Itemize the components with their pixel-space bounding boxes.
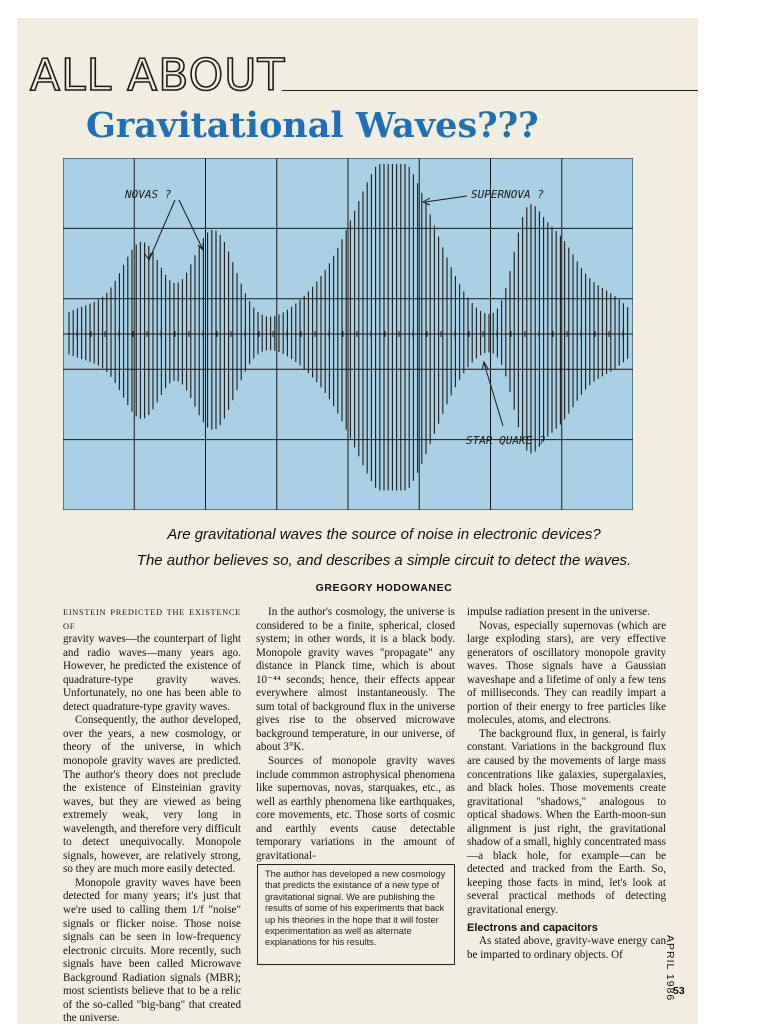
kicker-all-about: ALL ABOUT bbox=[30, 50, 286, 101]
waveform-illustration bbox=[63, 158, 633, 510]
oscilloscope-figure bbox=[63, 158, 633, 510]
issue-date: APRIL 1986 bbox=[664, 935, 676, 1002]
col1-paragraph-2: Consequently, the author developed, over the years, a new cosmology, or theory of the universe, in which monopole gravity waves are predicted. The author's theory does not preclude the existence of Einsteinian gravity waves, but they are viewed as being extremely weak, very long in wavelength, and therefore very difficult to detect unequivocally. Monopole signals, however, are relatively strong, so they are much more easily detected. bbox=[63, 714, 241, 876]
col2-paragraph-1: In the author's cosmology, the universe is considered to be a finite, spherical, closed system; in other words, it is a black body. Monopole gravity waves "propagate" any distance in Planck time, which is about 10⁻⁴⁴ seconds; hence, their effects appear everywhere almost instantaneously. The sum total of background flux in the universe gives rise to the observed microwave background temperature, in our universe, of about 3°K. bbox=[256, 606, 455, 754]
arrow-supernova bbox=[425, 196, 467, 202]
header-rule bbox=[282, 90, 698, 91]
col3-paragraph-3: The background flux, in general, is fairly constant. Variations in the background flux are caused by the movements of large mass concentrations like galaxies, supergalaxies, and black holes. Those movements create gravitational "shadows," analogous to optical shadows. When the Earth-moon-sun alignment is just right, the gravitational shadow of a small, highly concentrated mass—a black hole, for example—can be detected and tracked from the Earth. So, keeping those facts in mind, let's look at several practical methods of detecting gravitational energy. bbox=[467, 727, 666, 917]
lead-in: EINSTEIN PREDICTED THE EXISTENCE OF bbox=[63, 608, 241, 631]
col3-paragraph-4: As stated above, gravity-wave energy can be imparted to ordinary objects. Of bbox=[467, 935, 666, 961]
column-1 bbox=[63, 606, 241, 1026]
editor-note-box: The author has developed a new cosmology that predicts the existance of a new type of gravitational signal. We are publishing the results of some of his experiments that back up his theories in the hope that it will foster experimentation as well as alternate explanations for his results. bbox=[257, 864, 455, 965]
annotation-novas: NOVAS ? bbox=[125, 188, 172, 201]
deck-line-1: Are gravitational waves the source of noise in electronic devices? bbox=[167, 526, 601, 543]
deck-line-2: The author believes so, and describes a simple circuit to detect the waves. bbox=[136, 552, 632, 569]
annotation-star-quake: STAR QUAKE ? bbox=[466, 434, 546, 447]
article-title: Gravitational Waves??? bbox=[86, 105, 539, 146]
page-number: 53 bbox=[673, 985, 685, 997]
col2-paragraph-2: Sources of monopole gravity waves include commmon astrophysical phenomena like supernovas, novas, starquakes, etc., as well as earthly phenomena like earthquakes, core movements, etc. Those sorts of cosmic and earthly events cause detectable temporary variations in the amount of gravitational- bbox=[256, 755, 455, 862]
arrow-star-quake bbox=[484, 363, 503, 426]
arrow-novas-right bbox=[179, 200, 203, 250]
col1-paragraph-3: Monopole gravity waves have been detected for many years; it's just that we're used to calling them 1/f "noise" signals or flicker noise. Those noise signals can be seen in low-frequency electronic circuits. More recently, such signals have been called Microwave Background Radiation signals (MBR); most scientists believe that to be a relic of the so-called "big-bang" that created the universe. bbox=[63, 876, 241, 1025]
annotation-supernova: SUPERNOVA ? bbox=[471, 188, 544, 201]
subhead-electrons-capacitors: Electrons and capacitors bbox=[467, 921, 598, 934]
col3-paragraph-2: Novas, especially supernovas (which are large exploding stars), are very effective generators of oscillatory monopole gravity waves. Those signals have a Gaussian waveshape and a lifetime of only a few tens of milliseconds. They can readily impart a portion of their energy to free particles like molecules, atoms, and electrons. bbox=[467, 619, 666, 727]
byline: GREGORY HODOWANEC bbox=[315, 582, 453, 594]
column-3 bbox=[467, 606, 666, 962]
arrow-novas-left bbox=[149, 200, 175, 260]
col3-paragraph-1: impulse radiation present in the universe. bbox=[467, 606, 650, 618]
col1-paragraph-1: gravity waves—the counterpart of light and radio waves—many years ago. However, he predicted the existence of quadrature-type gravity waves. Unfortunately, no one has been able to detect quadrature-type gravity waves. bbox=[63, 633, 241, 713]
column-2 bbox=[256, 606, 455, 863]
